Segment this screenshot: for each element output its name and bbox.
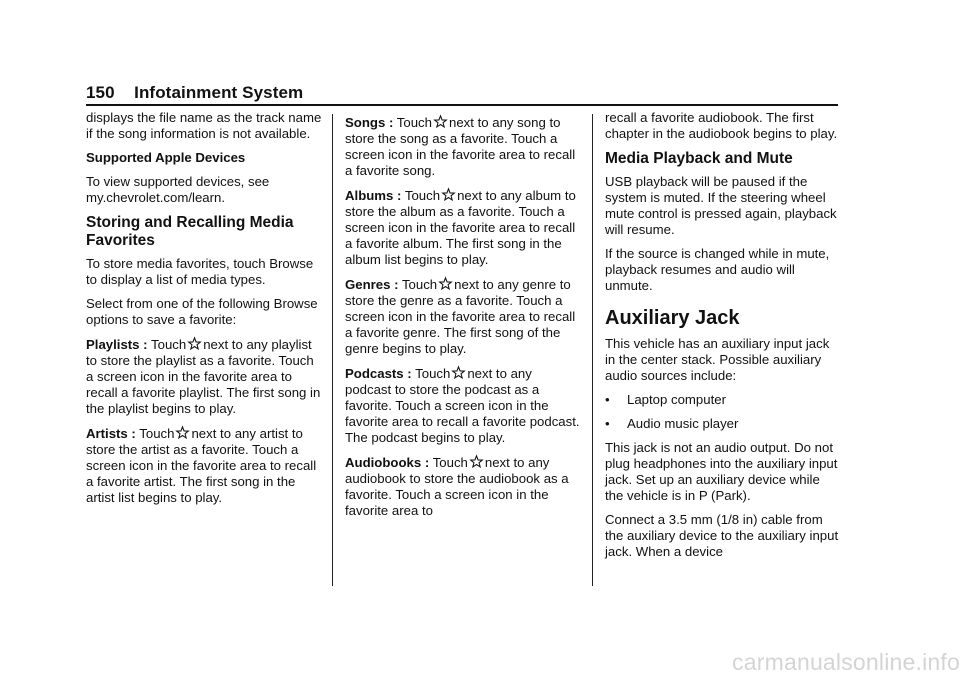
bullet-marker: • <box>605 416 610 431</box>
star-icon <box>438 276 453 291</box>
page-header <box>86 83 838 103</box>
list-item <box>605 392 841 408</box>
watermark: carmanualsonline.info <box>732 649 960 675</box>
paragraph: recall a favorite audiobook. The first chapter in the audiobook begins to play. <box>605 110 838 141</box>
paragraph: To view supported devices, see my.chevrolet.com/learn. <box>86 174 270 205</box>
star-icon <box>441 187 456 202</box>
entry-term: Artists : <box>86 426 136 441</box>
list-item <box>605 416 841 432</box>
star-icon <box>433 114 448 129</box>
entry-touch: Touch <box>415 366 451 381</box>
paragraph: USB playback will be paused if the system is muted. If the steering wheel mute control is pressed again, playback will resume. <box>605 174 837 237</box>
favorites-section-heading: Storing and Recalling Media Favorites <box>86 214 294 249</box>
column-divider-2 <box>592 114 593 586</box>
entry-touch: Touch <box>432 455 468 470</box>
column-2 <box>345 114 581 527</box>
playlists-entry <box>86 336 322 417</box>
paragraph: To store media favorites, touch Browse to display a list of media types. <box>86 256 314 287</box>
artists-entry <box>86 425 322 506</box>
entry-text: next to any artist to store the artist as a favorite. Touch a screen icon in the favorite area to recall a favorite artist. The first song in the artist list begins to play. <box>86 426 317 505</box>
genres-entry <box>345 276 581 357</box>
list-item-text: Audio music player <box>627 416 739 431</box>
column-1 <box>86 110 322 514</box>
paragraph: If the source is changed while in mute, playback resumes and audio will unmute. <box>605 246 830 293</box>
playback-mute-heading: Media Playback and Mute <box>605 150 793 167</box>
entry-touch: Touch <box>151 337 187 352</box>
entry-text: next to any podcast to store the podcast as a favorite. Touch a screen icon in the favorite area to recall a favorite podcast. The podcast begins to play. <box>345 366 580 445</box>
entry-text: next to any playlist to store the playlist as a favorite. Touch a screen icon in the favorite area to recall a favorite playlist. The first song in the playlist begins to play. <box>86 337 321 416</box>
entry-term: Genres : <box>345 277 399 292</box>
entry-term: Songs : <box>345 115 394 130</box>
entry-term: Audiobooks : <box>345 455 430 470</box>
entry-term: Podcasts : <box>345 366 412 381</box>
paragraph: This jack is not an audio output. Do not plug headphones into the auxiliary input jack. Set up an auxiliary device while the vehicle is in P (Park). <box>605 440 838 503</box>
column-divider-1 <box>332 114 333 586</box>
podcasts-entry <box>345 365 581 446</box>
paragraph: This vehicle has an auxiliary input jack in the center stack. Possible auxiliary audio sources include: <box>605 336 830 383</box>
songs-entry <box>345 114 581 179</box>
auxiliary-jack-heading: Auxiliary Jack <box>605 307 740 329</box>
entry-text: next to any song to store the song as a favorite. Touch a screen icon in the favorite area to recall a favorite song. <box>345 115 576 178</box>
star-icon <box>187 336 202 351</box>
paragraph: displays the file name as the track name if the song information is not available. <box>86 110 322 141</box>
supported-devices-heading: Supported Apple Devices <box>86 150 246 165</box>
entry-text: next to any genre to store the genre as a favorite. Touch a screen icon in the favorite area to recall a favorite genre. The first song of the genre begins to play. <box>345 277 576 356</box>
page-number: 150 <box>86 83 115 102</box>
audiobooks-entry <box>345 454 581 519</box>
paragraph: Connect a 3.5 mm (1/8 in) cable from the auxiliary device to the auxiliary input jack. When a device <box>605 512 839 559</box>
entry-touch: Touch <box>404 188 441 203</box>
star-icon <box>175 425 190 440</box>
header-divider <box>86 104 838 106</box>
entry-term: Albums : <box>345 188 402 203</box>
star-icon <box>451 365 466 380</box>
entry-touch: Touch <box>139 426 175 441</box>
entry-touch: Touch <box>401 277 438 292</box>
entry-term: Playlists : <box>86 337 148 352</box>
column-3 <box>605 110 841 568</box>
page-title: Infotainment System <box>134 83 304 102</box>
paragraph: Select from one of the following Browse options to save a favorite: <box>86 296 318 327</box>
bullet-marker: • <box>605 392 610 407</box>
entry-touch: Touch <box>396 115 432 130</box>
albums-entry <box>345 187 581 268</box>
list-item-text: Laptop computer <box>627 392 726 407</box>
entry-text: next to any audiobook to store the audiobook as a favorite. Touch a screen icon in the favorite area to <box>345 455 569 518</box>
star-icon <box>469 454 484 469</box>
entry-text: next to any album to store the album as a favorite. Touch a screen icon in the favorite area to recall a favorite album. The first song in the album list begins to play. <box>345 188 576 267</box>
